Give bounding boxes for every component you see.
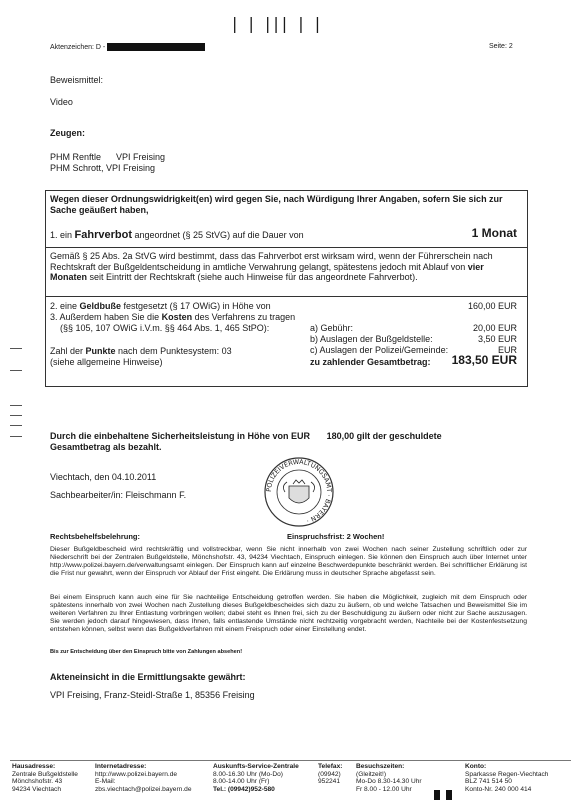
footer-rule xyxy=(10,760,571,761)
footer-title: Auskunfts-Service-Zentrale xyxy=(213,763,299,770)
footer-line: 8.00-14.00 Uhr (Fr) xyxy=(213,778,270,786)
fine-word: Geldbuße xyxy=(79,301,122,311)
footer-line: Sparkasse Regen-Viechtach xyxy=(465,770,549,778)
footer-title: Telefax: xyxy=(318,763,343,770)
scan-mark xyxy=(446,790,452,800)
footer-account xyxy=(465,763,548,793)
decision-intro: Wegen dieser Ordnungswidrigkeit(en) wird gegen Sie, nach Würdigung Ihrer Angaben, sofern Sie sich zur Sache geäußert haben, xyxy=(50,194,503,215)
driving-ban-word: Fahrverbot xyxy=(74,229,132,241)
costs-law: (§§ 105, 107 OWiG i.V.m. §§ 464 Abs. 1, 465 StPO): xyxy=(60,323,270,333)
total-label: zu zahlender Gesamtbetrag: xyxy=(310,357,431,367)
scan-mark xyxy=(434,790,440,800)
driving-ban-duration: 1 Monat xyxy=(471,226,517,240)
footer-line: 8.00-16.30 Uhr (Mo-Do) xyxy=(213,770,283,778)
witness-line: PHM Renftle VPI Freising xyxy=(50,152,166,162)
box-divider xyxy=(46,247,527,248)
costs-suffix: des Verfahrens zu tragen xyxy=(192,312,296,322)
footer-title: Internetadresse: xyxy=(95,763,147,770)
security-amount: 180,00 xyxy=(326,431,355,441)
fee-label: a) Gebühr: xyxy=(310,323,354,333)
decision-box xyxy=(45,190,528,387)
box-divider xyxy=(46,296,527,297)
file-inspection-heading: Akteneinsicht in die Ermittlungsakte gewährt: xyxy=(50,672,246,682)
margin-mark xyxy=(10,405,22,406)
footer-title: Besuchszeiten: xyxy=(356,763,405,770)
driving-ban-suffix: angeordnet (§ 25 StVG) auf die Dauer von xyxy=(132,230,304,240)
footer-line: 94234 Viechtach xyxy=(12,785,62,793)
legal-paragraph-1: Dieser Bußgeldbescheid wird rechtskräftig und vollstreckbar, wenn Sie nicht innerhalb von zwei Wochen nach seiner Zustellung schriftlich oder zur Niederschrift bei der Zentralen Bußgeldstelle, Mönchshofstr. 43, 94234 Viechtach, Einspruch einlegen. Sie können den Einspruch auch über Internet unter http://www.polizei.bayern.de/verwaltungsamt einlegen. Der Einspruch kann auf einzelne Beschwerdepunkte beschränkt werden. Bei schriftlicher Erklärung ist die Frist nur gewahrt, wenn der Einspruch vor Ablauf der Frist eingeht. Die Erklärung muss in deutscher Sprache abgefasst sein. xyxy=(50,546,527,577)
office-costs-label: b) Auslagen der Bußgeldstelle: xyxy=(310,334,433,344)
footer-line: E-Mail: xyxy=(95,778,116,786)
margin-mark xyxy=(10,370,22,371)
costs-word: Kosten xyxy=(161,312,193,322)
fee-amount: 20,00 EUR xyxy=(472,323,517,333)
legal-paragraph-3: Bis zur Entscheidung über den Einspruch bitte von Zahlungen absehen! xyxy=(50,649,243,655)
website-link[interactable]: http://www.polizei.bayern.de xyxy=(95,770,178,778)
fine-line xyxy=(50,301,271,311)
file-reference-label: Aktenzeichen: D - xyxy=(50,43,106,51)
driving-ban-line xyxy=(50,229,304,241)
footer-line: Mo-Do 8.30-14.30 Uhr xyxy=(356,778,422,786)
police-costs-amount: EUR xyxy=(497,345,517,355)
police-costs-label: c) Auslagen der Polizei/Gemeinde: xyxy=(310,345,449,355)
driving-ban-note xyxy=(50,251,522,283)
barcode-marks: | | ||| | | xyxy=(232,14,324,33)
security-text: gilt der geschuldete xyxy=(356,431,442,441)
points-suffix: nach dem Punktesystem: 03 xyxy=(115,346,232,356)
points-note: (siehe allgemeine Hinweise) xyxy=(50,357,163,367)
margin-mark xyxy=(10,436,22,437)
footer-visiting-hours xyxy=(356,763,422,793)
footer-line: Fr 8.00 - 12.00 Uhr xyxy=(356,785,412,793)
legal-deadline: Einspruchsfrist: 2 Wochen! xyxy=(287,532,385,541)
note-bold: vier Monaten xyxy=(50,261,484,282)
fine-amount: 160,00 EUR xyxy=(467,301,517,311)
fine-prefix: 2. eine xyxy=(50,301,80,311)
evidence-label: Beweismittel: xyxy=(50,75,104,85)
witnesses-label: Zeugen: xyxy=(50,128,85,138)
footer-line: Mönchshofstr. 43 xyxy=(12,778,63,786)
total-amount: 183,50 EUR xyxy=(451,353,517,367)
points-word: Punkte xyxy=(85,346,116,356)
official-seal xyxy=(263,456,335,528)
costs-prefix: 3. Außerdem haben Sie die xyxy=(50,312,162,322)
footer-title: Konto: xyxy=(465,763,487,770)
margin-mark xyxy=(10,415,22,416)
footer-line: (Gleitzeit!) xyxy=(356,770,387,778)
footer-service xyxy=(213,763,299,793)
footer-line: BLZ 741 514 50 xyxy=(465,778,512,786)
points-line xyxy=(50,346,232,356)
footer-line: (09942) xyxy=(318,770,341,778)
file-inspection-value: VPI Freising, Franz-Steidl-Straße 1, 85356 Freising xyxy=(50,690,255,700)
office-costs-amount: 3,50 EUR xyxy=(477,334,517,344)
driving-ban-prefix: 1. ein xyxy=(50,230,75,240)
evidence-value: Video xyxy=(50,97,73,107)
footer-internet xyxy=(95,763,192,793)
costs-line xyxy=(50,312,295,322)
note-text: seit Eintritt der Rechtskraft (siehe auch Hinweise für das angeordnete Fahrverbot). xyxy=(87,272,418,282)
security-deposit-line xyxy=(50,431,530,441)
page-number: Seite: 2 xyxy=(489,43,513,50)
footer-line: Konto-Nr. 240 000 414 xyxy=(465,785,532,793)
margin-mark xyxy=(10,425,22,426)
security-deposit-line-2: Gesamtbetrag als bezahlt. xyxy=(50,442,162,452)
footer-title: Hausadresse: xyxy=(12,763,56,770)
seal-text: POLIZEIVERWALTUNGSAMT · BAYERN · xyxy=(264,457,334,525)
footer-line: Tel.: (09942)952-580 xyxy=(213,785,275,793)
witness-line: PHM Schrott, VPI Freising xyxy=(50,163,156,173)
security-text: Durch die einbehaltene Sicherheitsleistung in Höhe von EUR xyxy=(50,431,311,441)
email-link[interactable]: zbs.viechtach@polizei.bayern.de xyxy=(95,785,192,793)
legal-paragraph-2: Bei einem Einspruch kann auch eine für Sie nachteilige Entscheidung getroffen werden. Sie haben die Möglichkeit, zugleich mit dem Einspruch oder spätestens innerhalb von zwei Wochen nach Zustellung dieses Bußgeldbescheides sich dazu zu äußern, ob und welche Tatsachen und Beweismittel Sie im weiteren Verfahren zu Ihrer Entlastung vorbringen wollen; dabei steht es Ihnen frei, sich zu der Beschuldigung zu äußern oder nicht zur Sache auszusagen. Sie werden jedoch darauf hingewiesen, dass Ihnen, falls entlastende Umstände nicht rechtzeitig vorgebracht werden, Nachteile bei der Kostenfestsetzung entstehen können, selbst wenn das Bußgeldverfahren mit einem Freispruch oder einer Einstellung endet. xyxy=(50,594,527,633)
place-date: Viechtach, den 04.10.2011 xyxy=(50,472,157,482)
footer-fax xyxy=(318,763,342,786)
fine-suffix: festgesetzt (§ 17 OWiG) in Höhe von xyxy=(121,301,271,311)
footer-line: 952241 xyxy=(318,778,341,786)
legal-heading: Rechtsbehelfsbelehrung: xyxy=(50,532,141,541)
footer-house-address xyxy=(12,763,78,793)
file-reference xyxy=(50,43,205,51)
redaction-bar xyxy=(107,43,205,51)
clerk: Sachbearbeiter/in: Fleischmann F. xyxy=(50,490,187,500)
points-prefix: Zahl der xyxy=(50,346,86,356)
note-text: Gemäß § 25 Abs. 2a StVG wird bestimmt, dass das Fahrverbot erst wirksam wird, wenn der Führerschein nach Rechtskraft der Bußgeldentscheidung in amtliche Verwahrung gelangt, spätestens jedoch mit Ablauf von xyxy=(50,251,493,272)
footer-line: Zentrale Bußgeldstelle xyxy=(12,770,78,778)
margin-mark xyxy=(10,348,22,349)
